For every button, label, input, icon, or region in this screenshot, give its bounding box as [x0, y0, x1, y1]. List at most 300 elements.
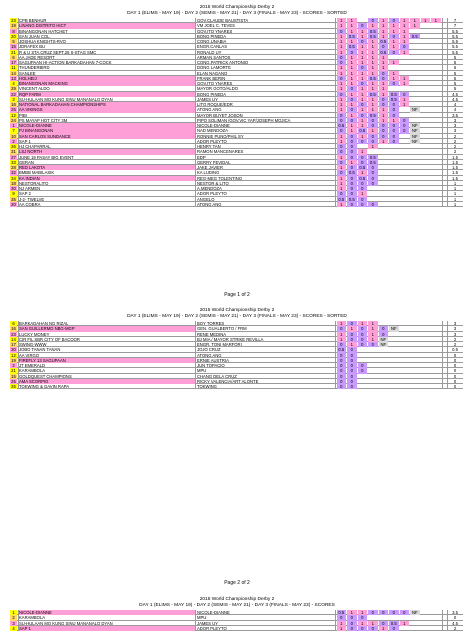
fight-score: 0: [347, 337, 357, 342]
fight-score: 0: [389, 128, 399, 133]
fight-score: [379, 384, 389, 389]
owner-name: ATONG ANG: [197, 107, 222, 113]
entry-number: 26: [11, 144, 16, 149]
fight-score: 0: [358, 113, 368, 118]
entry-number: 1: [10, 610, 17, 615]
fight-score: 0: [358, 23, 368, 28]
entry-name: SAP 2: [19, 191, 31, 197]
fight-score: 0: [337, 29, 347, 34]
fight-score: 0: [368, 170, 378, 175]
total-score: 4.5: [452, 620, 458, 626]
fight-score: 0: [358, 139, 368, 144]
total-score: 1: [453, 186, 457, 191]
fight-score: 1: [379, 92, 389, 97]
fight-score: NF: [380, 342, 387, 347]
fight-score: 1: [368, 97, 378, 102]
fight-score: 0.5: [380, 39, 387, 44]
fight-score: 1: [347, 55, 357, 60]
fight-score: 1: [358, 44, 368, 49]
fight-score: 1: [400, 34, 410, 39]
fight-score: 0.5: [338, 123, 345, 128]
entry-number: 2: [10, 139, 17, 144]
fight-score: 1: [347, 23, 357, 28]
fight-score: 1: [358, 123, 368, 128]
page-subtitle: DAY 1 (ELIMS - MAY 19) - DAY 2 (SEMIS - MAY 21) - DAY 3 (FINALS - MAY 23) - SCORES: [139, 602, 335, 608]
fight-score: 0: [347, 384, 357, 389]
fight-score: 1: [337, 50, 347, 55]
fight-score: 1: [368, 321, 378, 326]
entry-number: 3: [10, 621, 17, 626]
entry-name: GERAN: [19, 159, 34, 165]
fight-score: 1: [400, 29, 410, 34]
fight-score: 0: [347, 176, 357, 181]
total-score: 2: [453, 342, 457, 347]
owner-name: ELAN NAGANO: [197, 70, 228, 76]
fight-score: 0.5: [369, 91, 376, 97]
fight-score: 0: [347, 363, 357, 368]
fight-score: 0: [347, 97, 357, 102]
fight-score: 0: [389, 139, 399, 144]
entry-number: 25: [11, 107, 16, 113]
owner-name: GEN. GUALBERTO / FRM: [197, 326, 247, 332]
fight-score: 1: [368, 71, 378, 76]
fight-score: 0: [400, 44, 410, 49]
entry-name: NESTORALITO: [19, 180, 49, 186]
fight-score: 0.5: [390, 96, 397, 102]
entry-number: 3: [10, 97, 17, 102]
scores-table: [10, 321, 463, 389]
total-score: 3: [453, 123, 457, 128]
page-footer: Page 1 of 2: [224, 292, 250, 298]
fight-score: 0.5: [338, 196, 345, 202]
owner-name: ERNIE AUSTRIA: [197, 357, 229, 363]
owner-name: RONNIE PUNO/PHIL SY: [197, 133, 244, 139]
fight-score: 1: [358, 170, 368, 175]
fight-score: [431, 384, 441, 389]
entry-number: 30: [11, 347, 16, 353]
fight-score: 1: [358, 71, 368, 76]
total-score: 1.5: [452, 159, 458, 165]
fight-score: 1: [400, 102, 410, 107]
entry-number: 26: [11, 384, 16, 389]
fight-score: 1: [337, 321, 347, 326]
entry-number: 28: [11, 165, 16, 170]
entry-name: SAN GUILLERMO NBG-MGP: [18, 326, 195, 331]
total-score: 5: [453, 81, 457, 86]
fight-score: 0: [337, 374, 347, 379]
entry-name: SAP 1: [19, 138, 31, 144]
fight-score: 0: [389, 34, 399, 39]
total-score: 3.5: [452, 112, 458, 118]
fight-score: 0.5: [411, 33, 418, 39]
fight-score: 0: [347, 139, 357, 144]
entry-number: 12: [11, 352, 16, 358]
entry-number: 15: [11, 373, 16, 379]
fight-score: 0: [379, 621, 389, 626]
fight-score: 1: [337, 39, 347, 44]
fight-score: 0: [389, 102, 399, 107]
entry-number: 19: [11, 23, 16, 29]
owner-name: TOKWING: [197, 384, 217, 389]
entry-number: 20: [11, 33, 16, 39]
owner-name: JOJO CRUZ: [197, 347, 221, 353]
fight-score: 0: [368, 181, 378, 186]
total-score: 2: [453, 149, 457, 155]
fight-score: 0: [347, 118, 357, 123]
fight-score: 1: [337, 107, 347, 112]
fight-score: 0: [358, 65, 368, 70]
fight-score: 0: [379, 326, 389, 331]
fight-score: 1: [379, 34, 389, 39]
fight-score: 1: [379, 139, 389, 144]
fight-score: 0: [400, 118, 410, 123]
total-score: 3: [453, 331, 457, 337]
fight-score: 1: [368, 44, 378, 49]
fight-score: 0: [358, 326, 368, 331]
fight-score: 1: [368, 60, 378, 65]
fight-score: 1: [368, 81, 378, 86]
entry-name: CPB BENHUR: [19, 18, 47, 23]
entry-number: 13: [11, 75, 16, 81]
entry-name: NICOLE-DIANNE: [18, 610, 195, 615]
entry-name: HJ CHAPARRAL: [19, 144, 51, 149]
fight-score: 0: [337, 358, 347, 363]
entry-number: 6: [10, 55, 17, 60]
entry-number: 35: [11, 196, 16, 202]
owner-name: NICOLE-DIANNE: [197, 123, 230, 128]
total-score: 5: [453, 70, 457, 76]
total-score: 1.5: [452, 170, 458, 176]
fight-score: 0: [337, 363, 347, 368]
fight-score: 1: [347, 128, 357, 133]
entry-name: JOBO TANAN TANAN: [19, 347, 61, 353]
fight-score: 0: [368, 610, 378, 615]
fight-score: 0: [368, 134, 378, 139]
fight-score: 0.5: [390, 91, 397, 97]
fight-score: 1: [379, 107, 389, 112]
fight-score: 0: [347, 202, 357, 207]
entry-number: 18: [11, 180, 16, 186]
fight-score: 1: [337, 176, 347, 181]
entry-number: 12: [11, 112, 16, 118]
owner-name: ADOR PLEYTO: [197, 191, 227, 197]
entry-number: 16: [11, 102, 16, 107]
entry-number: 22: [11, 91, 16, 97]
entry-name: RED LAKOTA: [18, 165, 195, 170]
entry-number: 6: [10, 321, 17, 326]
entry-name: SAGUPAAN HI-ACTION BARKADAHAN 7-COCK: [19, 60, 112, 65]
entry-name: KARAMBOLA: [19, 615, 46, 621]
total-score: 0: [453, 373, 457, 379]
entry-number: 31: [11, 149, 16, 155]
owner-name: REG-MEG TOLENTINO: [197, 175, 242, 181]
fight-score: 1: [368, 50, 378, 55]
fight-score: 0: [337, 76, 347, 81]
entry-number: 32: [11, 170, 16, 176]
entry-name: AMA SCORPIO: [18, 379, 195, 384]
fight-score: 1: [379, 55, 389, 60]
fight-score: 0: [368, 123, 378, 128]
total-score: 2: [453, 133, 457, 139]
owner-name: ATONG ANG: [197, 201, 222, 207]
total-score: 0: [453, 378, 457, 384]
fight-score: 1: [358, 92, 368, 97]
total-score: 4: [453, 107, 457, 113]
total-score: 3: [453, 321, 457, 326]
entry-number: 20: [11, 201, 16, 207]
entry-name: SU-HULAAN MO KUNG SINU MANANALO DYAN: [19, 620, 113, 626]
fight-score: NF: [411, 133, 418, 139]
page-title: 2015 World Championship Derby 2: [199, 5, 275, 10]
total-score: 0: [453, 368, 457, 374]
fight-score: [358, 384, 368, 389]
total-score: 0: [453, 352, 457, 358]
total-score: 3.5: [452, 610, 458, 615]
total-score: 0: [453, 615, 457, 621]
fight-score: 0: [358, 615, 368, 620]
fight-score: 1: [347, 60, 357, 65]
fight-score: 0: [347, 615, 357, 620]
fight-score: 1: [379, 18, 389, 23]
fight-score: 1: [337, 102, 347, 107]
owner-name: BJ MIA / MAYOR STRIKE REVILLA: [197, 336, 264, 342]
fight-score: 0.5: [369, 75, 376, 81]
owner-name: RENE MEDINA: [197, 331, 227, 337]
fight-score: 1: [389, 29, 399, 34]
owner-name: PIPO SOLIMAN /GOV.VIC YAP/JOSEPH MOJICA: [197, 117, 291, 123]
fight-score: 0: [358, 102, 368, 107]
fight-score: 0: [337, 342, 347, 347]
fight-score: 0.5: [338, 610, 345, 615]
owner-name: RONALD UY: [197, 49, 222, 55]
fight-score: 0.5: [348, 44, 355, 50]
fight-score: 0: [347, 134, 357, 139]
fight-score: 1: [368, 107, 378, 112]
total-score: 7: [453, 23, 457, 29]
fight-score: 1: [337, 202, 347, 207]
fight-score: 0: [347, 358, 357, 363]
fight-score: 0: [347, 165, 357, 170]
total-score: 2: [453, 336, 457, 342]
owner-name: HENRY TAN: [197, 144, 221, 149]
owner-name: ATONG ANG: [197, 352, 222, 358]
fight-score: 1: [358, 50, 368, 55]
fight-score: 0: [358, 81, 368, 86]
fight-score: 0.5: [348, 33, 355, 39]
entry-number: 21: [11, 49, 16, 55]
fight-score: [421, 202, 431, 207]
owner-name: ENGR. TONI MARFORI: [197, 342, 242, 347]
fight-score: NF: [411, 123, 418, 128]
fight-score: 1: [400, 18, 410, 23]
fight-score: 1: [389, 39, 399, 44]
fight-score: 0: [337, 118, 347, 123]
fight-score: 0: [389, 134, 399, 139]
fight-score: 1: [368, 102, 378, 107]
entry-number: 15: [11, 44, 16, 50]
entry-name: VINCENT ALDO: [19, 86, 50, 92]
fight-score: 1: [379, 86, 389, 91]
entry-name: LUCKY MONEY: [19, 331, 50, 337]
fight-score: 0: [337, 326, 347, 331]
fight-score: 1: [400, 621, 410, 626]
entry-name: THUNDERBIRD: [19, 65, 50, 71]
entry-number: 2: [10, 363, 17, 368]
fight-score: 0: [347, 368, 357, 373]
fight-score: 0: [368, 18, 378, 23]
total-score: 1.5: [452, 154, 458, 160]
entry-number: 16: [11, 326, 16, 332]
owner-name: GOV.CLAUDE BAUSTISTA: [197, 18, 249, 23]
fight-score: 1: [358, 134, 368, 139]
fight-score: 0.5: [348, 196, 355, 202]
fight-score: 1: [431, 18, 441, 23]
entry-name: SAP 1: [18, 626, 195, 631]
fight-score: 0: [347, 181, 357, 186]
total-score: 4.5: [452, 91, 458, 97]
fight-score: 1: [337, 332, 347, 337]
fight-score: 0: [379, 102, 389, 107]
fight-score: [410, 626, 420, 631]
entry-number: 14: [11, 336, 16, 342]
fight-score: 0.5: [369, 112, 376, 118]
fight-score: 1: [410, 23, 420, 28]
page-title: 2015 World Championship Derby 2: [199, 597, 275, 602]
fight-score: 0: [337, 92, 347, 97]
fight-score: 1: [347, 65, 357, 70]
entry-number: 2: [10, 615, 17, 620]
fight-score: 1: [368, 332, 378, 337]
total-score: 0.5: [452, 347, 458, 353]
fight-score: 1: [358, 321, 368, 326]
owner-name: GOV.ITO YNARES: [197, 28, 233, 34]
total-score: 1: [453, 180, 457, 186]
fight-score: 0: [389, 81, 399, 86]
fight-score: [368, 384, 378, 389]
fight-score: NF: [411, 107, 418, 113]
fight-score: 0: [368, 118, 378, 123]
fight-score: 0: [368, 176, 378, 181]
fight-score: 1: [337, 23, 347, 28]
entry-name: JUNE 19 PASAY BIG EVENT: [19, 154, 74, 160]
entry-name: AA JADE RESORT: [19, 54, 55, 60]
page-title: 2015 World Championship Derby 2: [199, 308, 275, 313]
owner-name: CONG.UNABIA: [197, 39, 227, 44]
fight-score: 1: [347, 342, 357, 347]
owner-name: JAKE JAVIER: [197, 165, 223, 170]
total-score: 3: [453, 128, 457, 134]
entry-name: GOLDQUEST CHAMPIONS: [19, 373, 72, 379]
fight-score: 1: [337, 337, 347, 342]
fight-score: 0: [358, 363, 368, 368]
fight-score: 1: [347, 123, 357, 128]
fight-score: 0: [347, 332, 357, 337]
fight-score: 0: [337, 144, 347, 149]
fight-score: 1: [389, 44, 399, 49]
fight-score: 0: [347, 191, 357, 196]
fight-score: 1: [368, 337, 378, 342]
owner-name: MAYOR BUYET JOSON: [197, 112, 243, 118]
fight-score: 0.5: [359, 175, 366, 181]
fight-score: 1: [379, 60, 389, 65]
owner-name: JAMES UY: [197, 620, 218, 626]
entry-name: CIR FIL SBR CITY OF BACOOR: [19, 336, 80, 342]
fight-score: 0: [368, 165, 378, 170]
fight-score: 0: [368, 202, 378, 207]
owner-name: NICOLE-DIANNE: [197, 610, 230, 615]
fight-score: 0: [347, 50, 357, 55]
fight-score: 0: [389, 113, 399, 118]
fight-score: [431, 202, 441, 207]
entry-number: 8: [10, 29, 17, 34]
fight-score: 1: [347, 29, 357, 34]
fight-score: 1: [368, 55, 378, 60]
fight-score: 1: [358, 118, 368, 123]
fight-score: 0: [389, 18, 399, 23]
fight-score: 0: [389, 123, 399, 128]
total-score: 5: [453, 75, 457, 81]
fight-score: 1: [337, 86, 347, 91]
total-score: 5.5: [452, 39, 458, 44]
entry-name: PIBI: [19, 112, 27, 118]
fight-score: 0: [379, 128, 389, 133]
owner-name: CONG.PATRICK ANTONIO: [197, 60, 249, 65]
owner-name: ADOR PLEYTO: [197, 138, 227, 144]
entry-number: 29: [11, 86, 16, 92]
entry-name: HOLHEIJ: [18, 76, 195, 81]
fight-score: 0.5: [359, 165, 366, 170]
fight-score: 0: [400, 92, 410, 97]
fight-score: 1: [337, 155, 347, 160]
fight-score: 0: [379, 44, 389, 49]
fight-score: 1: [358, 55, 368, 60]
fight-score: 1: [368, 326, 378, 331]
fight-score: 0.5: [369, 154, 376, 160]
fight-score: 0: [337, 353, 347, 358]
fight-score: NF: [380, 336, 387, 342]
fight-score: [421, 626, 431, 631]
fight-score: 0: [337, 149, 347, 154]
fight-score: 0: [337, 128, 347, 133]
fight-score: 1: [389, 118, 399, 123]
total-score: 1: [453, 201, 457, 207]
fight-score: 0.5: [390, 620, 397, 626]
fight-score: 1: [337, 65, 347, 70]
fight-score: 1: [337, 139, 347, 144]
fight-score: 0: [379, 71, 389, 76]
entry-number: 30: [11, 186, 16, 191]
fight-score: 1: [337, 626, 347, 631]
fight-score: 1: [358, 86, 368, 91]
fight-score: 1: [368, 128, 378, 133]
entry-name: KARAMBOLA: [19, 368, 46, 374]
total-score: 3: [453, 117, 457, 123]
table-row: [10, 626, 463, 631]
fight-score: 1: [368, 86, 378, 91]
entry-name: SAN CARLOS SUNDANCE: [18, 134, 195, 139]
total-score: 5.5: [452, 33, 458, 39]
entry-name: NICOLE-DIANNE: [18, 123, 195, 128]
fight-score: 1: [358, 191, 368, 196]
fight-score: 1: [347, 18, 357, 23]
fight-score: 0: [358, 368, 368, 373]
entry-number: 25: [11, 378, 16, 384]
owner-name: MPU: [197, 615, 207, 621]
fight-score: 1: [379, 65, 389, 70]
fight-score: 1: [358, 29, 368, 34]
fight-score: 1: [347, 160, 357, 165]
fight-score: 0: [389, 626, 399, 631]
